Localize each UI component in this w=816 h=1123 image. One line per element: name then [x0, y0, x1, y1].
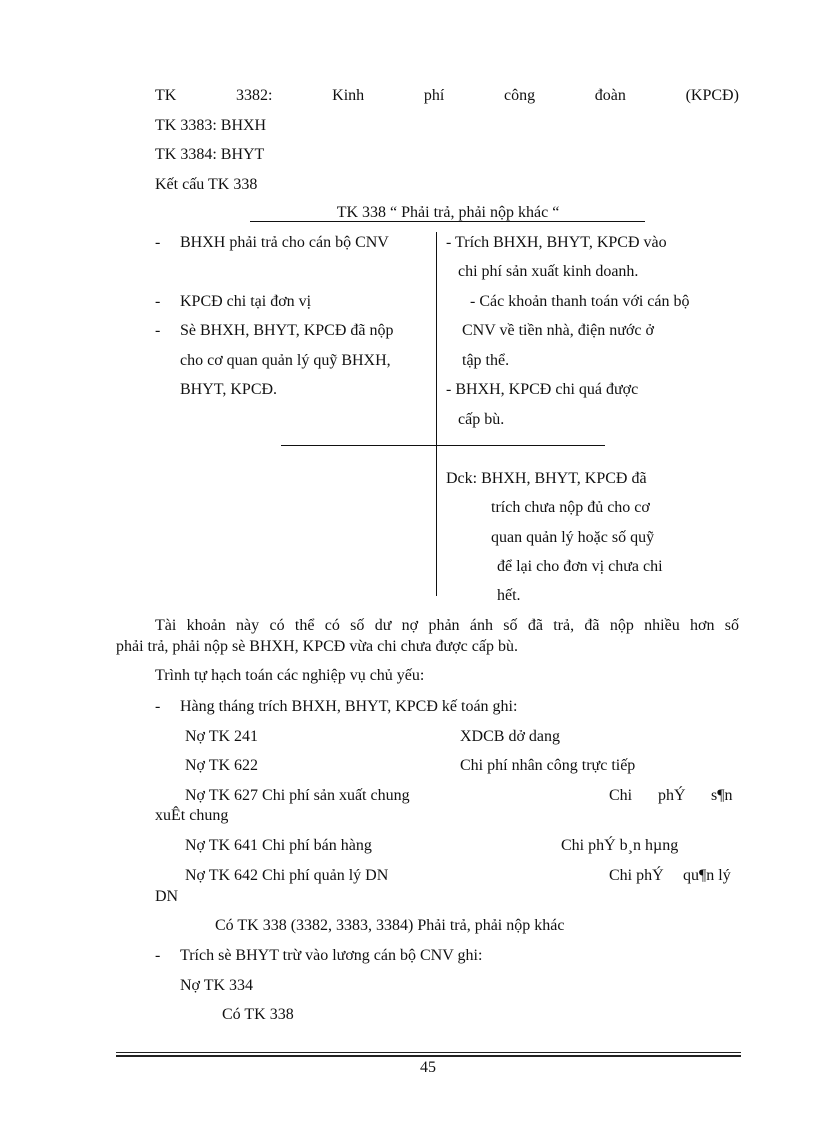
debit-item: BHXH phải trả cho cán bộ CNV	[180, 234, 389, 251]
entry-desc: XDCB dở dang	[460, 728, 561, 745]
word: TK	[155, 87, 177, 104]
credit-item: CNV về tiền nhà, điện nước ở	[462, 322, 654, 339]
word: đoàn	[594, 87, 626, 104]
t-account-top-line	[250, 221, 645, 222]
line-tk-3383: TK 3383: BHXH	[155, 117, 267, 134]
closing-balance: trích chưa nộp đủ cho cơ	[491, 499, 650, 516]
t-account-balance-line	[281, 445, 605, 446]
paragraph-line: Trình tự hạch toán các nghiệp vụ chủ yếu:	[155, 667, 425, 684]
credit-item: - Trích BHXH, BHYT, KPCĐ vào	[446, 234, 667, 251]
credit-item: tập thể.	[462, 352, 510, 369]
entry-credit: Có TK 338	[222, 1006, 294, 1023]
list-bullet: -	[155, 698, 161, 715]
entry-desc: Chi phí nhân công trực tiếp	[460, 757, 636, 774]
entry-desc: xuÊt chung	[155, 807, 229, 824]
closing-balance: để lại cho đơn vị chưa chi	[497, 558, 663, 575]
word: Kinh	[332, 87, 365, 104]
entry-debit: Nợ TK 627 Chi phí sản xuất chung	[185, 787, 410, 804]
entry-desc: s¶n	[711, 787, 733, 804]
entry-desc: DN	[155, 888, 179, 905]
entry-debit: Nợ TK 334	[180, 977, 254, 994]
paragraph-line: phải trả, phải nộp sè BHXH, KPCĐ vừa chi chưa được cấp bù.	[116, 638, 518, 655]
entry-debit: Nợ TK 641 Chi phí bán hàng	[185, 837, 372, 854]
paragraph-line: Tài khoản này có thể có số dư nợ phản ánh số đã trả, đã nộp nhiều hơn số	[155, 617, 739, 634]
line-tk-3384: TK 3384: BHYT	[155, 146, 265, 163]
entry-desc: Chi	[609, 787, 633, 804]
debit-bullet: -	[155, 293, 161, 310]
entry-desc: phÝ	[658, 787, 686, 804]
debit-bullet: -	[155, 234, 161, 251]
debit-item: cho cơ quan quản lý quỹ BHXH,	[180, 352, 391, 369]
entry-debit: Nợ TK 241	[185, 728, 259, 745]
debit-bullet: -	[155, 322, 161, 339]
footer-rule	[116, 1052, 741, 1053]
t-account-vertical-line	[436, 232, 437, 596]
credit-item: - BHXH, KPCĐ chi quá được	[446, 381, 639, 398]
t-account-title: TK 338 “ Phải trả, phải nộp khác “	[336, 204, 560, 221]
closing-balance: hết.	[497, 587, 521, 604]
closing-balance: quan quản lý hoặc số quỹ	[491, 529, 655, 546]
line-tk-3382	[155, 86, 739, 106]
entry-debit: Nợ TK 642 Chi phí quản lý DN	[185, 867, 389, 884]
entry-desc: Chi phÝ b¸n hµng	[561, 837, 679, 854]
debit-item: BHYT, KPCĐ.	[180, 381, 278, 398]
entry-credit: Có TK 338 (3382, 3383, 3384) Phải trả, phải nộp khác	[215, 917, 565, 934]
page-number: 45	[420, 1059, 436, 1076]
credit-item: cấp bù.	[458, 411, 505, 428]
line-ket-cau: Kết cấu TK 338	[155, 176, 258, 193]
list-item: Trích sè BHYT trừ vào lương cán bộ CNV ghi:	[180, 947, 483, 964]
list-item: Hàng tháng trích BHXH, BHYT, KPCĐ kế toán ghi:	[180, 698, 518, 715]
entry-desc: Chi phÝ	[609, 867, 664, 884]
word: phí	[423, 87, 445, 104]
credit-item: chi phí sản xuất kinh doanh.	[458, 263, 639, 280]
entry-debit: Nợ TK 622	[185, 757, 259, 774]
word: công	[503, 87, 536, 104]
credit-item: - Các khoản thanh toán với cán bộ	[470, 293, 690, 310]
closing-balance: Dck: BHXH, BHYT, KPCĐ đã	[446, 470, 647, 487]
word: 3382:	[236, 87, 273, 104]
debit-item: Sè BHXH, BHYT, KPCĐ đã nộp	[180, 322, 394, 339]
list-bullet: -	[155, 947, 161, 964]
footer-rule	[116, 1055, 741, 1057]
debit-item: KPCĐ chi tại đơn vị	[180, 293, 312, 310]
entry-desc: qu¶n lý	[683, 867, 731, 884]
word: (KPCĐ)	[685, 87, 739, 104]
